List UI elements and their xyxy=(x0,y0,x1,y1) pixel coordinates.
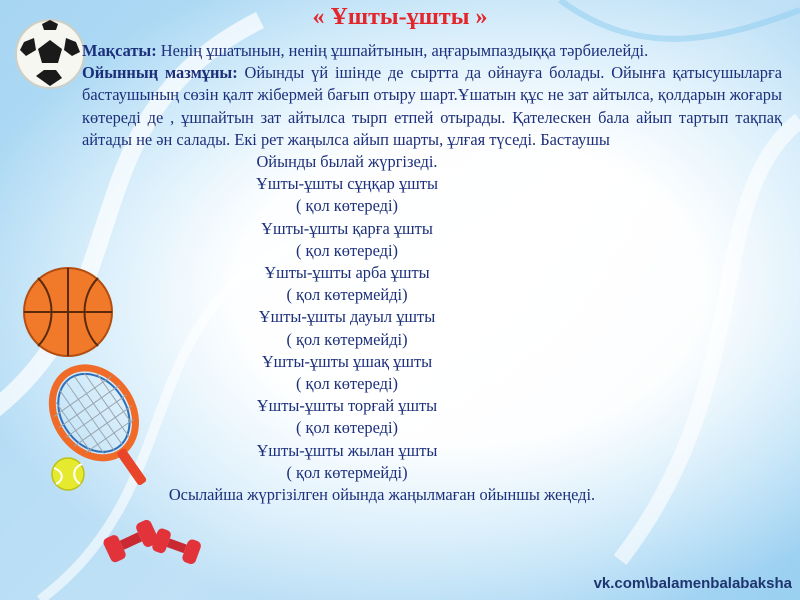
footer-source-link[interactable]: vk.com\balamenbalabaksha xyxy=(593,575,792,592)
poem-line: ( қол көтереді) xyxy=(296,196,398,216)
poem-line: ( қол көтермейді) xyxy=(286,285,408,305)
poem-line: ( қол көтереді) xyxy=(296,240,398,260)
content-text: Ойынды үй ішінде де сыртта да ойнауға болады. Ойынға қатысушыларға бастаушының сөзін қалт жібермей бағып отыру шарт.Ұшатын құс не зат айтылса, қолдарын жоғары көтереді де , ұшпайтын зат айтылса тырп етпей отырады. Қателескен бала айып тартып тақпақ айтады не ән салады. Екі рет жаңылса айып шарты, ұлғая түседі. Бастаушы xyxy=(82,63,782,149)
conclusion-text: Осылайша жүргізілген ойында жаңылмаған ойыншы жеңеді. xyxy=(168,485,596,505)
poem-line: Ұшты-ұшты арба ұшты xyxy=(264,263,430,283)
poem-line: Ұшты-ұшты сұңқар ұшты xyxy=(256,174,438,194)
poem-line: ( қол көтереді) xyxy=(296,418,398,438)
content-label: Ойынның мазмұны: xyxy=(82,63,238,83)
page-title: « Ұшты-ұшты » xyxy=(312,4,488,30)
goal-label: Мақсаты: xyxy=(82,41,157,60)
poem-line: Ұшты-ұшты ұшақ ұшты xyxy=(261,351,433,371)
content-paragraph xyxy=(82,62,782,151)
poem-line: Ұшты-ұшты дауыл ұшты xyxy=(258,307,436,327)
poem-line: Ойынды былай жүргізеді. xyxy=(256,152,438,172)
poem-line: Ұшты-ұшты жылан ұшты xyxy=(256,440,438,460)
goal-text: Ненің ұшатынын, ненің ұшпайтынын, аңғарымпаздыққа тәрбиелейді. xyxy=(156,41,649,60)
poem-line: ( қол көтермейді) xyxy=(286,329,408,349)
goal-paragraph xyxy=(82,40,782,62)
poem-line: ( қол көтермейді) xyxy=(286,462,408,482)
poem-line: ( қол көтереді) xyxy=(296,374,398,394)
text-body xyxy=(82,40,782,506)
poem-line: Ұшты-ұшты торғай ұшты xyxy=(256,396,438,416)
poem-block xyxy=(0,151,782,484)
dumbbells-icon xyxy=(96,500,206,580)
poem-line: Ұшты-ұшты қарға ұшты xyxy=(261,218,433,238)
